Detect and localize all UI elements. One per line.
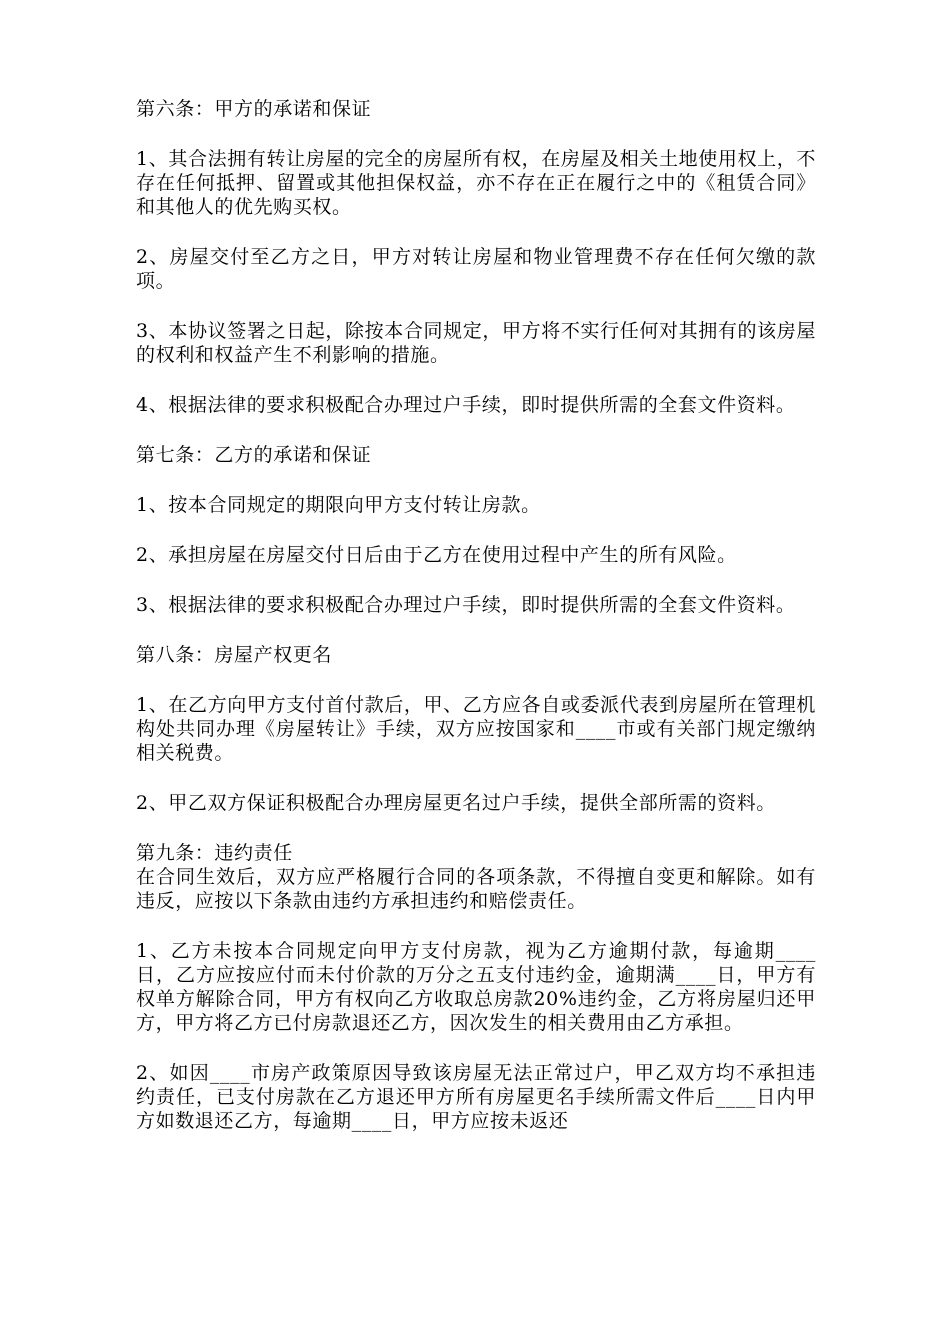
paragraph-article-6-item-4: 4、根据法律的要求积极配合办理过户手续，即时提供所需的全套文件资料。: [136, 394, 796, 416]
document-body: [136, 97, 816, 1133]
paragraph-article-9-item-1: 1、乙方未按本合同规定向甲方支付房款，视为乙方逾期付款，每逾期____日，乙方应按应付而未付价款的万分之五支付违约金，逾期满____日，甲方有权单方解除合同，甲方有权向乙方收取总房款20%违约金，乙方将房屋归还甲方，甲方将乙方已付房款退还乙方，因次发生的相关费用由乙方承担。: [136, 940, 816, 1034]
paragraph-article-8-item-1: 1、在乙方向甲方支付首付款后，甲、乙方应各自或委派代表到房屋所在管理机构处共同办理《房屋转让》手续，双方应按国家和____市或有关部门规定缴纳相关税费。: [136, 694, 816, 764]
section-heading-article-8: 第八条：房屋产权更名: [136, 644, 333, 666]
paragraph-article-6-item-2: 2、房屋交付至乙方之日，甲方对转让房屋和物业管理费不存在任何欠缴的款项。: [136, 246, 816, 292]
paragraph-article-7-item-1: 1、按本合同规定的期限向甲方支付转让房款。: [136, 494, 541, 516]
paragraph-article-7-item-2: 2、承担房屋在房屋交付日后由于乙方在使用过程中产生的所有风险。: [136, 544, 737, 566]
section-heading-article-9: 第九条：违约责任: [136, 842, 293, 864]
section-heading-article-7: 第七条：乙方的承诺和保证: [136, 444, 372, 466]
paragraph-article-9-item-2: 2、如因____市房产政策原因导致该房屋无法正常过户，甲乙双方均不承担违约责任，已支付房款在乙方退还甲方所有房屋更名手续所需文件后____日内甲方如数退还乙方，每逾期____日，甲方应按未返还: [136, 1062, 816, 1132]
section-heading-article-6: 第六条：甲方的承诺和保证: [136, 98, 372, 120]
paragraph-article-7-item-3: 3、根据法律的要求积极配合办理过户手续，即时提供所需的全套文件资料。: [136, 594, 796, 616]
paragraph-article-8-item-2: 2、甲乙双方保证积极配合办理房屋更名过户手续，提供全部所需的资料。: [136, 792, 776, 814]
paragraph-article-6-item-3: 3、本协议签署之日起，除按本合同规定，甲方将不实行任何对其拥有的该房屋的权利和权益产生不利影响的措施。: [136, 320, 816, 366]
paragraph-article-6-item-1: 1、其合法拥有转让房屋的完全的房屋所有权，在房屋及相关土地使用权上，不存在任何抵押、留置或其他担保权益，亦不存在正在履行之中的《租赁合同》和其他人的优先购买权。: [136, 148, 816, 218]
paragraph-article-9-intro: 在合同生效后，双方应严格履行合同的各项条款，不得擅自变更和解除。如有违反，应按以下条款由违约方承担违约和赔偿责任。: [136, 866, 816, 912]
